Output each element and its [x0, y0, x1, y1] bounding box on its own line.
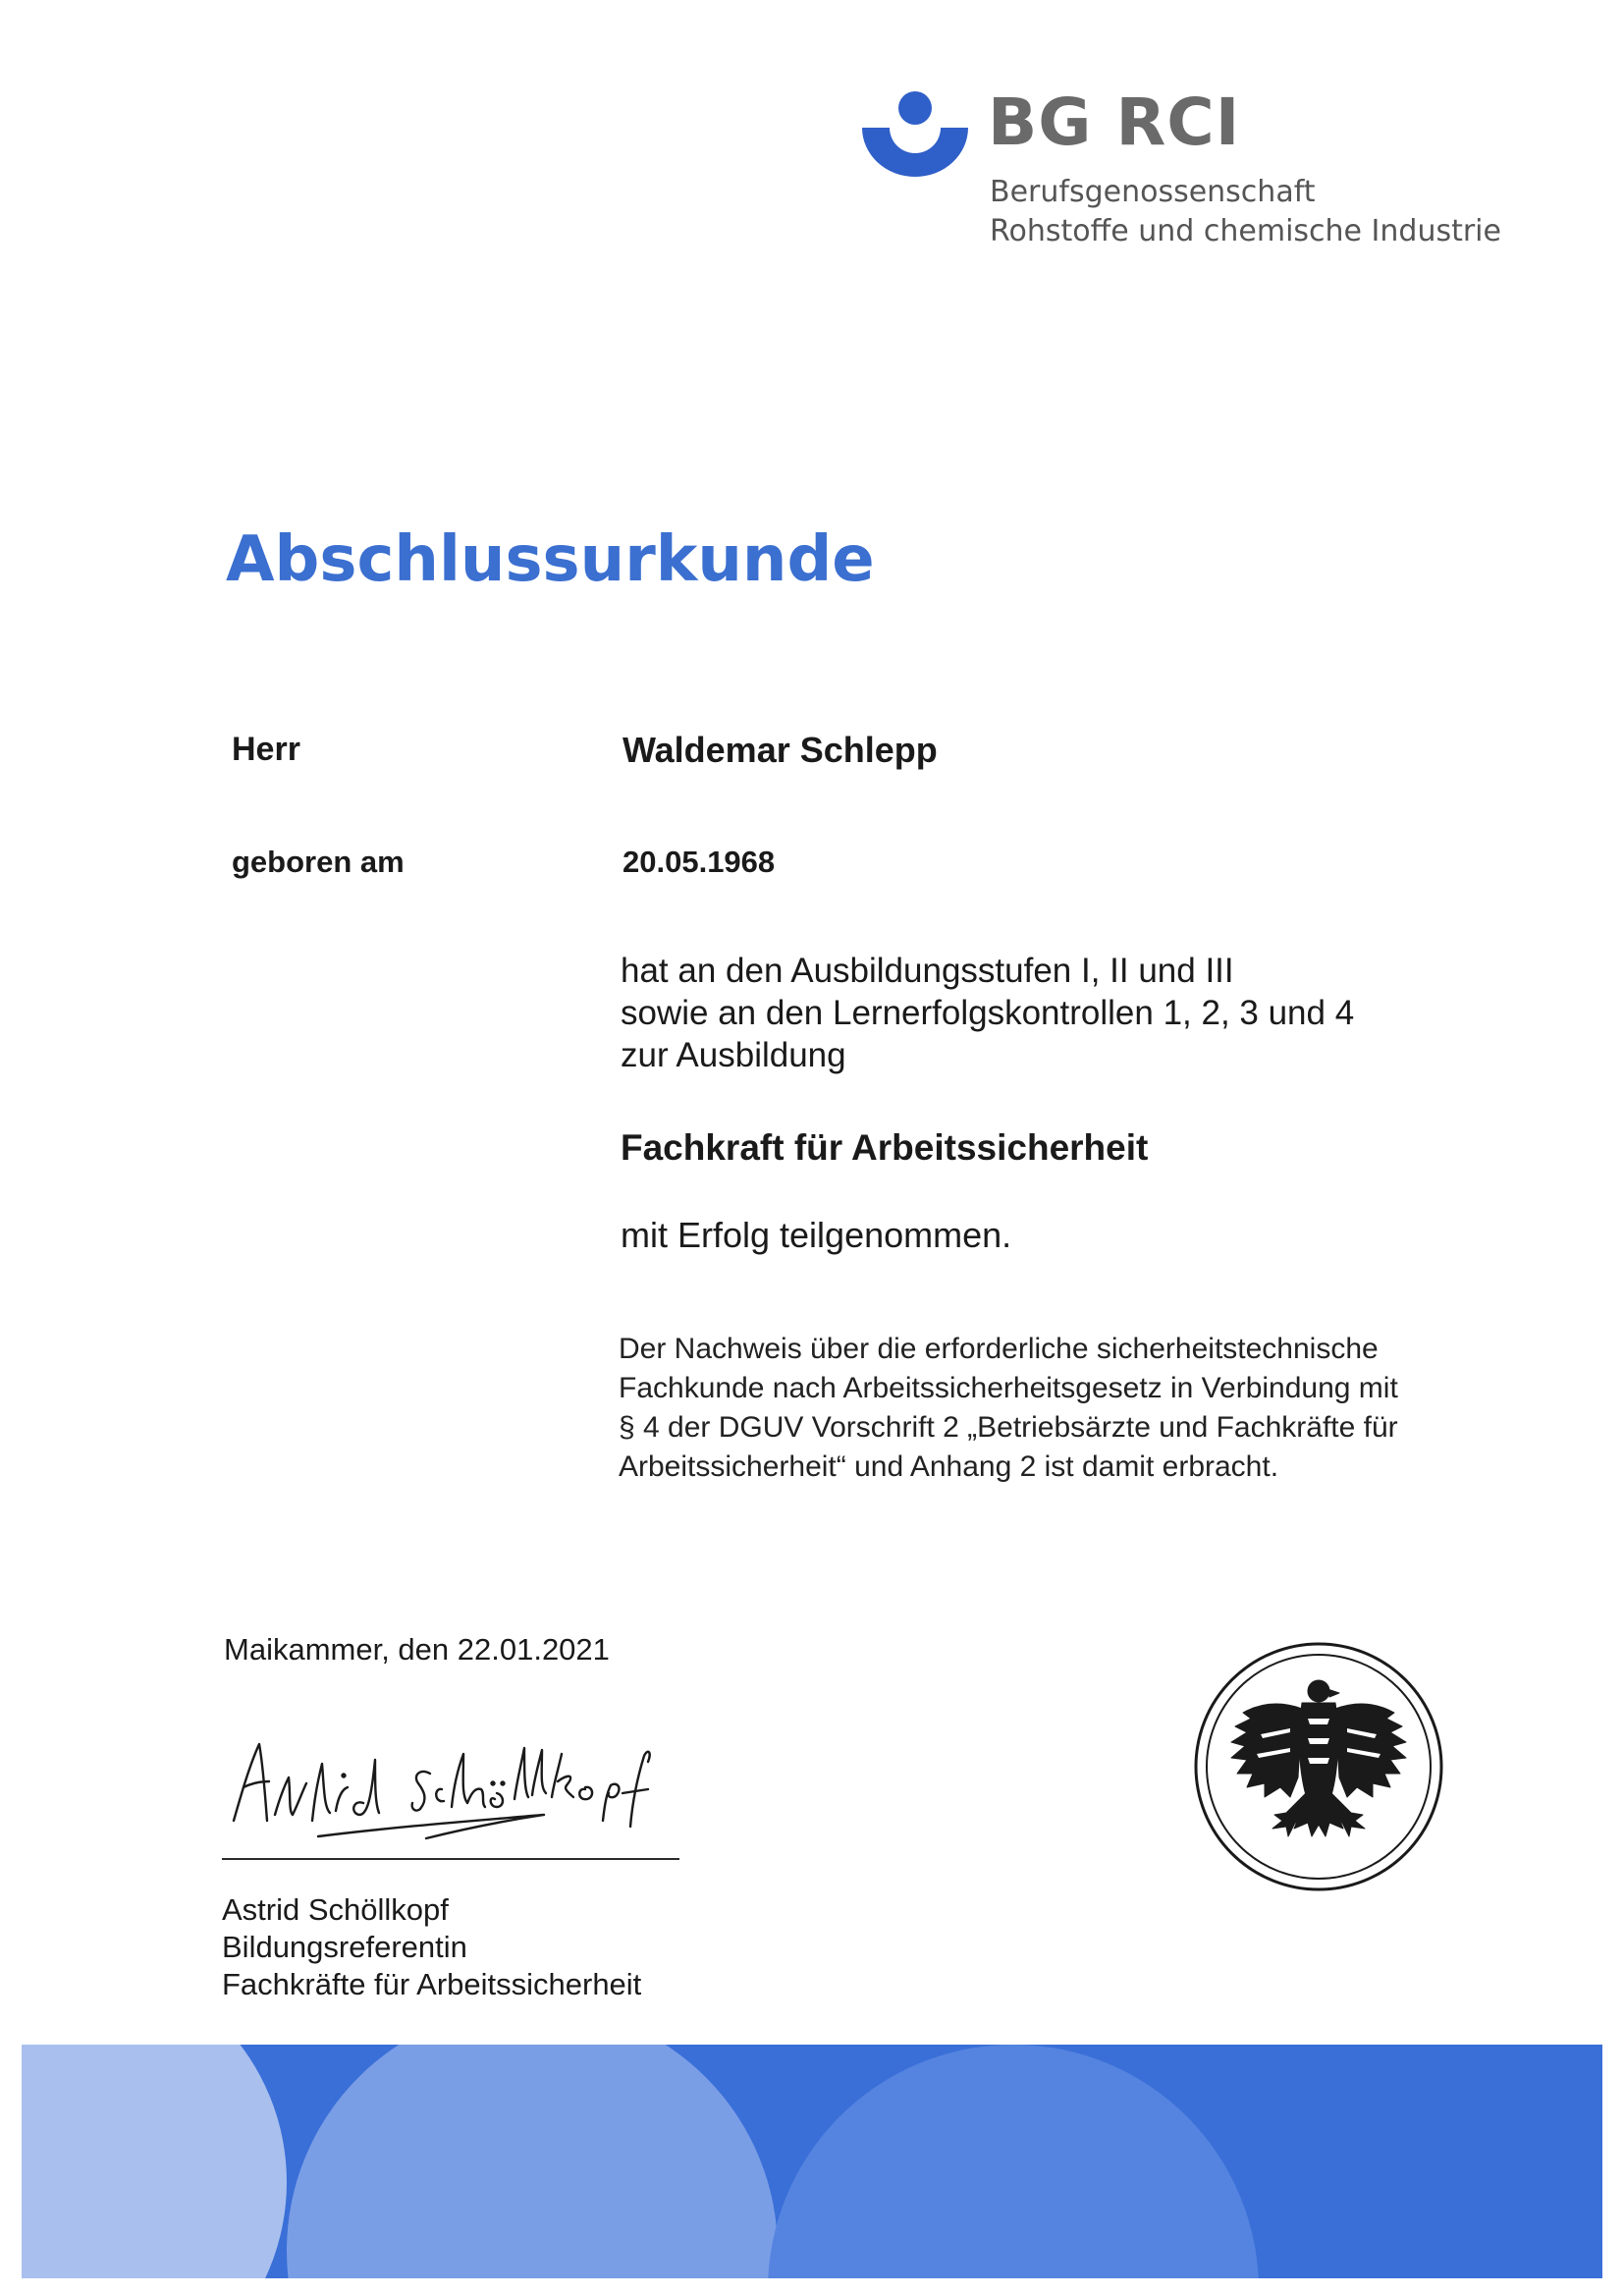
- note-line-3: § 4 der DGUV Vorschrift 2 „Betriebsärzte und Fachkräfte für: [619, 1411, 1398, 1444]
- legal-note: [619, 1330, 1398, 1487]
- result-text: mit Erfolg teilgenommen.: [621, 1215, 1012, 1255]
- signer-role: Bildungsreferentin: [222, 1930, 467, 1964]
- bg-rci-logo: [854, 86, 1542, 263]
- recipient-name: Waldemar Schlepp: [623, 730, 938, 770]
- qualification-title: Fachkraft für Arbeitssicherheit: [621, 1127, 1149, 1168]
- signer-info: [222, 1891, 641, 2003]
- body-line-3: zur Ausbildung: [621, 1036, 846, 1074]
- footer-circle-1: [22, 2045, 287, 2278]
- note-line-4: Arbeitssicherheit“ und Anhang 2 ist damit erbracht.: [619, 1450, 1279, 1483]
- handwritten-signature: [220, 1705, 691, 1852]
- certificate-title: Abschlussurkunde: [226, 523, 875, 596]
- footer-band: [22, 2045, 1602, 2278]
- certificate-body: [621, 950, 1354, 1076]
- place-date: Maikammer, den 22.01.2021: [224, 1632, 610, 1667]
- body-line-1: hat an den Ausbildungsstufen I, II und III: [621, 952, 1234, 990]
- logo-title: BG RCI: [988, 84, 1241, 160]
- born-date: 20.05.1968: [623, 845, 776, 879]
- signer-name: Astrid Schöllkopf: [222, 1892, 449, 1927]
- salutation: Herr: [232, 731, 300, 768]
- footer-circle-2: [287, 2045, 778, 2278]
- logo-subtitle: [990, 173, 1501, 251]
- logo-subtitle-line-1: Berufsgenossenschaft: [990, 175, 1316, 209]
- signature-line: [222, 1858, 679, 1860]
- note-line-1: Der Nachweis über die erforderliche sicherheitstechnische: [619, 1333, 1379, 1365]
- signer-department: Fachkräfte für Arbeitssicherheit: [222, 1967, 642, 2001]
- logo-subtitle-line-2: Rohstoffe und chemische Industrie: [990, 214, 1501, 248]
- federal-eagle-seal-icon: [1192, 1640, 1445, 1893]
- note-line-2: Fachkunde nach Arbeitssicherheitsgesetz in Verbindung mit: [619, 1372, 1398, 1404]
- born-label: geboren am: [232, 845, 405, 879]
- body-line-2: sowie an den Lernerfolgskontrollen 1, 2, 3 und 4: [621, 994, 1355, 1032]
- bg-rci-logo-mark-icon: [860, 90, 970, 179]
